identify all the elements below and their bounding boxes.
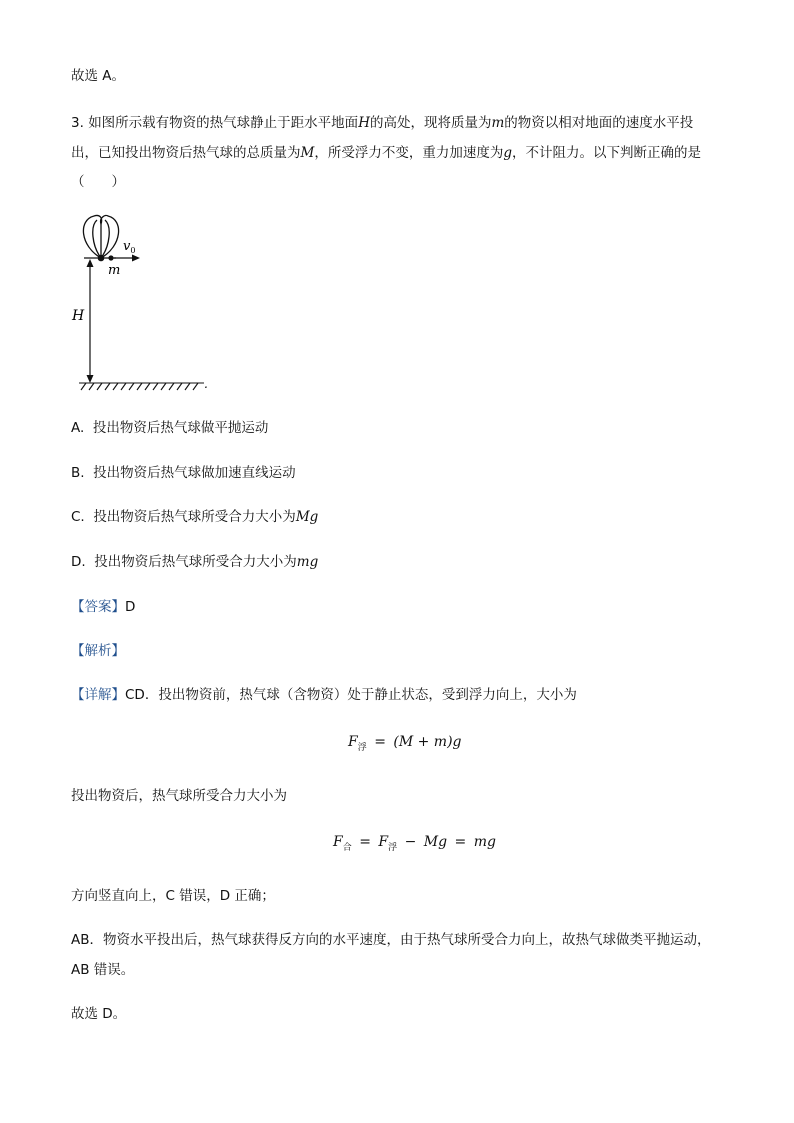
option-b [71,463,296,483]
question-text-2c: ，不计阻力。以下判断正确的是 [511,145,701,161]
var-M: M [300,145,315,161]
direction-text: 方向竖直向上，C 错误，D 正确； [71,888,275,904]
balloon-icon [83,215,118,258]
formula2-mg: mg [473,834,496,850]
detail-tag: 【详解】 [71,687,125,703]
option-c-letter: C. [71,509,85,525]
option-a-letter: A. [71,420,85,436]
height-arrowhead-up-icon [87,259,94,267]
ab-explanation-line-1: AB．物资水平投出后，热气球获得反方向的水平速度，由于热气球所受合力向上，故热气球做类平抛运动， [71,932,711,948]
cargo-dot [108,255,113,260]
height-arrowhead-down-icon [87,375,94,383]
ab-explanation-line-2: AB 错误。 [71,962,135,978]
option-c-text: 投出物资后热气球所受合力大小为 [93,509,296,525]
formula2-minus: − [404,834,417,850]
formula2-eq2: = [454,834,467,850]
var-H: H [358,115,370,131]
formula2-sub2: 浮 [388,843,398,853]
option-a-text: 投出物资后热气球做平抛运动 [92,420,269,436]
formula2-eq1: = [359,834,371,850]
option-a [71,418,268,438]
balloon-basket-dot [98,255,105,262]
var-m: m [491,115,505,131]
detail-line [71,685,577,705]
question-number: 3. [71,115,84,131]
question-text-1c: 的物资以相对地面的速度水平投 [504,115,694,131]
option-c [71,507,318,527]
option-d-var: mg [296,554,319,570]
detail-text: CD．投出物资前，热气球（含物资）处于静止状态，受到浮力向上，大小为 [125,687,577,703]
question-text-2a: 出，已知投出物资后热气球的总质量为 [71,145,301,161]
formula2-F2: F [378,834,389,850]
answer-brackets: （ ） [71,174,125,190]
formula1-sub: 浮 [357,743,367,753]
option-c-var: Mg [295,509,319,525]
question-text-1b: 的高处，现将质量为 [369,115,492,131]
final-conclusion: 故选 D。 [71,1006,127,1022]
analysis-tag: 【解析】 [71,643,125,659]
label-H: H [72,308,85,324]
label-m: m [108,263,121,278]
answer-value: D [125,599,136,615]
after-throw-text: 投出物资后，热气球所受合力大小为 [71,788,287,804]
formula-net-force [333,834,496,853]
option-d [71,552,318,572]
option-d-letter: D. [71,554,86,570]
velocity-arrowhead-icon [132,255,140,262]
question-line-2 [71,143,701,163]
ground-hatching [79,383,204,390]
formula1-rhs: (M + m)g [393,734,462,750]
question-text-1a: 如图所示载有物资的热气球静止于距水平地面 [88,115,359,131]
question-line-1 [71,113,693,133]
formula2-Mg: Mg [423,834,448,850]
option-d-text: 投出物资后热气球所受合力大小为 [94,554,297,570]
answer-line [71,597,135,617]
label-v0: $v_0$ [123,239,136,255]
formula2-F: F [333,834,343,850]
option-b-text: 投出物资后热气球做加速直线运动 [93,465,296,481]
option-b-letter: B. [71,465,85,481]
answer-tag: 【答案】 [71,599,125,615]
formula1-F: F [348,734,358,750]
previous-conclusion: 故选 A。 [71,68,126,84]
formula-buoyancy [348,734,462,753]
formula1-eq: = [374,734,386,750]
formula2-sub: 合 [342,843,352,853]
analysis-line [71,641,125,661]
var-g: g [503,145,512,161]
trailing-dot: . [204,377,208,391]
balloon-figure [70,212,220,392]
question-text-2b: ，所受浮力不变，重力加速度为 [314,145,504,161]
